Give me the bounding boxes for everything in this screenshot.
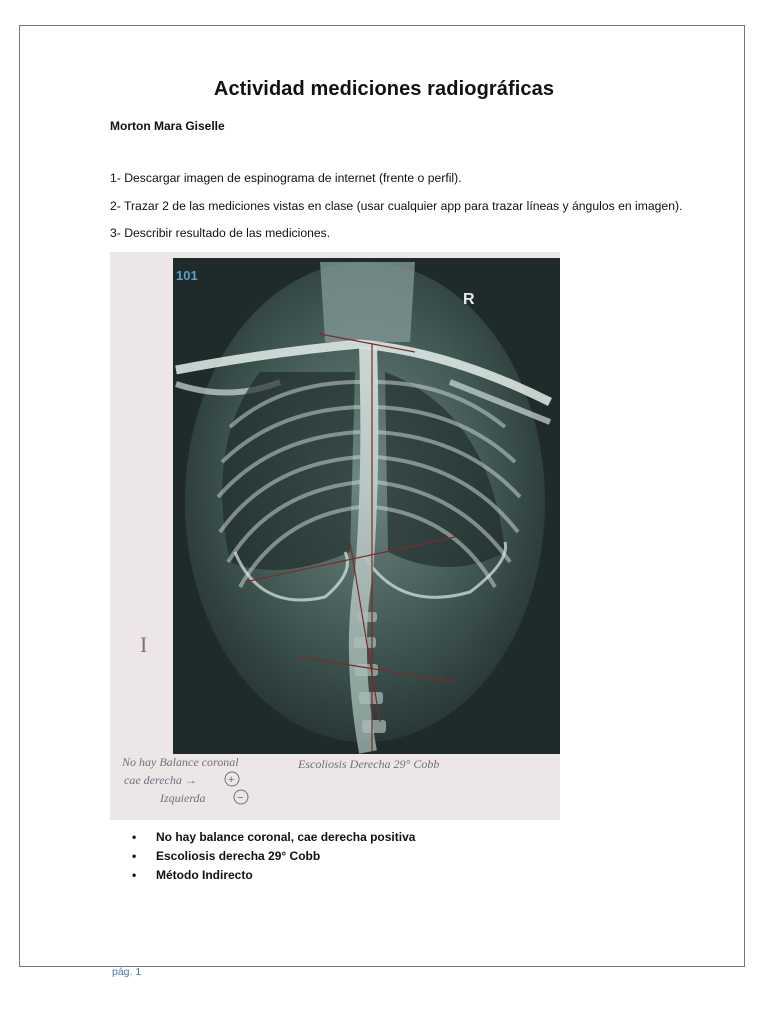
film-side-marker: R	[463, 291, 475, 308]
bullet-icon: •	[132, 868, 137, 882]
result-text: No hay balance coronal, cae derecha positiva	[156, 830, 416, 844]
handwritten-note-line-3: Izquierda	[160, 791, 206, 805]
bullet-icon: •	[132, 849, 137, 863]
handwritten-note-line-2: cae derecha →	[124, 773, 197, 787]
handwritten-note-line-1: No hay Balance coronal	[122, 755, 239, 769]
document-title: Actividad mediciones radiográficas	[213, 78, 555, 100]
result-text: Método Indirecto	[156, 868, 253, 882]
minus-sign: −	[237, 792, 244, 804]
instruction-step-1: 1- Descargar imagen de espinograma de internet (frente o perfil).	[110, 171, 462, 185]
handwritten-side-mark: I	[140, 632, 148, 657]
film-number-label: 101	[176, 268, 198, 283]
result-item-1	[132, 829, 415, 848]
instruction-step-2: 2- Trazar 2 de las mediciones vistas en clase (usar cualquier app para trazar líneas y ángulos en imagen).	[110, 199, 683, 213]
bullet-icon: •	[132, 830, 137, 844]
spine-radiograph-photo	[110, 252, 560, 820]
instruction-step-3: 3- Describir resultado de las mediciones.	[110, 226, 331, 240]
plus-sign: +	[228, 774, 235, 786]
handwritten-cobb-note: Escoliosis Derecha 29° Cobb	[298, 757, 440, 771]
neck	[320, 262, 415, 342]
results-list	[132, 829, 415, 886]
author-name: Morton Mara Giselle	[110, 119, 225, 133]
result-text: Escoliosis derecha 29° Cobb	[156, 849, 321, 863]
result-item-2	[132, 848, 415, 867]
result-item-3	[132, 867, 415, 886]
page-number: pág. 1	[112, 966, 142, 978]
